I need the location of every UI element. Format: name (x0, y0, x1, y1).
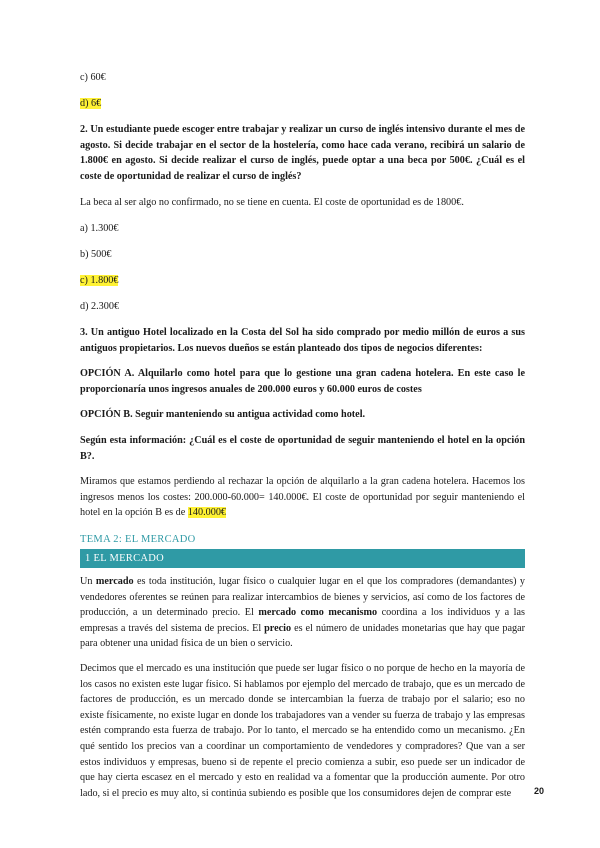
q3-question: Según esta información: ¿Cuál es el coste de oportunidad de seguir manteniendo el hotel en la opción B?. (80, 435, 525, 462)
q2-option-d: d) 2.300€ (80, 300, 120, 312)
paragraph-mercado-definition: Un mercado es toda institución, lugar físico o cualquier lugar en el que los compradores (demandantes) y vendedores oferentes se reúnen para realizar intercambios de bienes y servicios, así como de los factores de producción, a un determinado precio. El mercado como mecanismo coordina a los individuos y a las empresas a través del sistema de precios. El precio es el número de unidades monetarias que hay que pagar para obtener una unidad física de un bien o servicio. (80, 575, 526, 650)
paragraph-mercado-explanation: Decimos que el mercado es una institución que puede ser lugar físico o no porque de hecho en la mayoría de los casos no existen este lugar físico. Si hablamos por ejemplo del mercado de trabajo, que es un mercado de factores de producción, es un mercado donde se intercambian la fuerza de trabajo por el salario; eso no existe físicamente, no existe lugar en donde los trabajadores van a vender su fuerza de trabajo y las empresas estén comprando esta fuerza de trabajo. Por lo tanto, el mercado se ha entendido como un mecanismo. ¿En qué sentido los precios van a coordinar un comportamiento de vendedores y compradores? Que van a ser estos individuos y empresas, bueno si de repente el precio comienza a subir, eso puede ser un indicador de que hay cierta escasez en el mercado y esto en realidad va a fomentar que la producción aumente. Por otro lado, si el precio es muy alto, si continúa subiendo es posible que los consumidores dejen de comprar este (80, 662, 525, 799)
topic-heading: TEMA 2: EL MERCADO (80, 533, 196, 545)
q2-answer: La beca al ser algo no confirmado, no se tiene en cuenta. El coste de oportunidad es de 1800€. (80, 196, 464, 208)
section-heading-bar: 1 EL MERCADO (80, 549, 525, 568)
document-page (80, 70, 525, 810)
q1-option-d-highlighted: d) 6€ (80, 98, 102, 110)
q2-option-b: b) 500€ (80, 248, 112, 260)
q3-answer-highlighted: 140.000€ (187, 507, 226, 519)
q3-option-b: OPCIÓN B. Seguir manteniendo su antigua actividad como hotel. (80, 409, 366, 421)
question-3: 3. Un antiguo Hotel localizado en la Costa del Sol ha sido comprado por medio millón de euros a sus antiguos propietarios. Los nuevos dueños se están planteado dos tipos de negocios diferentes: (80, 327, 525, 354)
q3-answer: Miramos que estamos perdiendo al rechazar la opción de alquilarlo a la gran cadena hotelera. Hacemos los ingresos menos los costes: 200.000-60.000= 140.000€. El coste de oportunidad por seguir manteniendo el hotel en la opción B es de 140.000€ (80, 476, 525, 519)
question-2: 2. Un estudiante puede escoger entre trabajar y realizar un curso de inglés intensivo durante el mes de agosto. Si decide trabajar en el sector de la hostelería, como hace cada verano, recibirá un salario de 1.800€ en agosto. Si decide realizar el curso de inglés, puede optar a una beca por 500€. ¿Cuál es el coste de oportunidad de realizar el curso de inglés? (80, 124, 525, 182)
page-number: 20 (533, 786, 544, 796)
q3-option-a: OPCIÓN A. Alquilarlo como hotel para que lo gestione una gran cadena hotelera. En este caso le proporcionaría unos ingresos anuales de 200.000 euros y 60.000 euros de costes (80, 368, 525, 395)
q2-option-c-highlighted: c) 1.800€ (80, 274, 119, 286)
q1-option-c: c) 60€ (80, 72, 106, 83)
q2-option-a: a) 1.300€ (80, 222, 119, 234)
